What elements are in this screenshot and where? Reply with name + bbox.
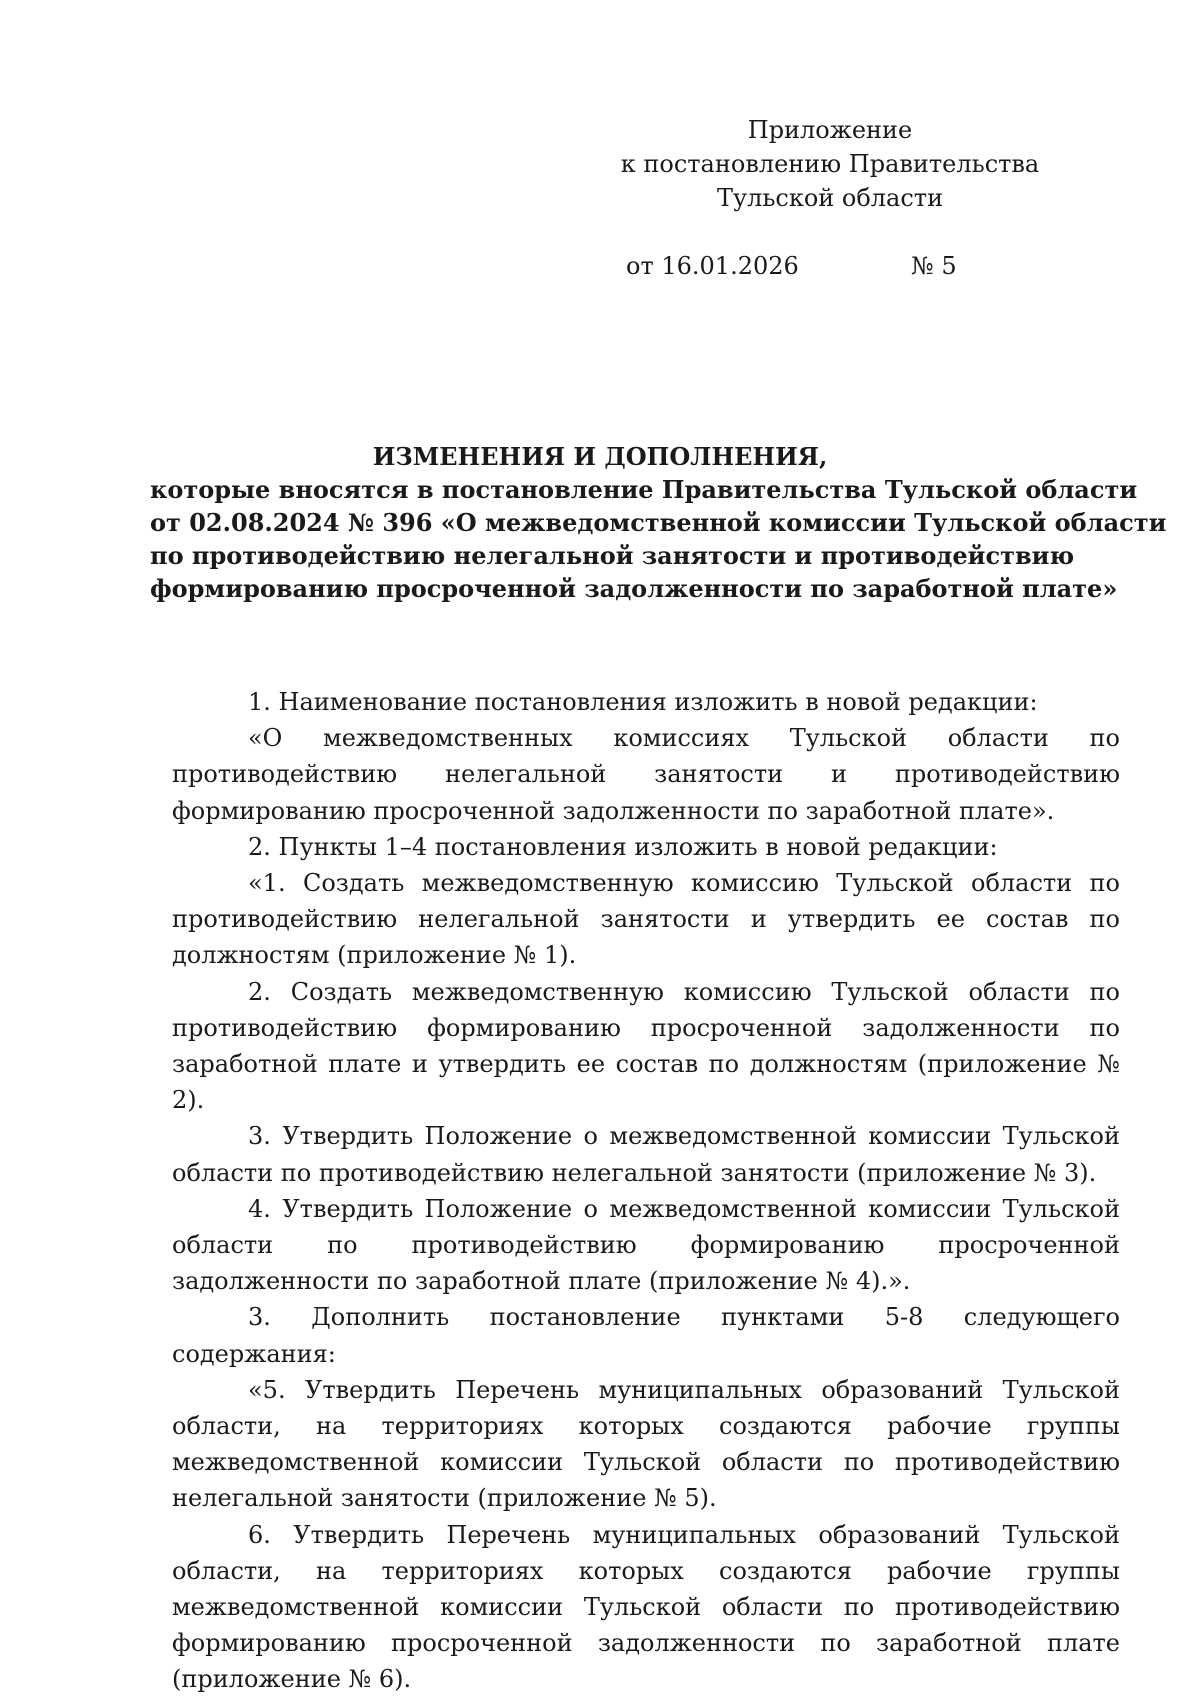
paragraph-5: 2. Создать межведомственную комиссию Тульской области по противодействию формированию просроченной задолженности по заработной плате и утвердить ее состав по должностям (приложение № 2). <box>172 977 1120 1115</box>
title-line-5: формированию просроченной задолженности по заработной плате» <box>150 574 1118 603</box>
paragraph-9: «5. Утвердить Перечень муниципальных образований Тульской области, на территориях которых создаются рабочие группы межведомственной комиссии Тульской области по противодействию нелегальной занятости (приложение № 5). <box>172 1375 1120 1513</box>
paragraph-7: 4. Утвердить Положение о межведомственной комиссии Тульской области по противодействию формированию просроченной задолженности по заработной плате (приложение № 4).». <box>172 1194 1120 1296</box>
title-line-3: от 02.08.2024 № 396 «О межведомственной комиссии Тульской области <box>150 508 1167 537</box>
title-line-1: ИЗМЕНЕНИЯ И ДОПОЛНЕНИЯ, <box>372 442 828 471</box>
paragraph-1: 1. Наименование постановления изложить в новой редакции: <box>248 688 1038 716</box>
paragraph-3: 2. Пункты 1–4 постановления изложить в новой редакции: <box>248 832 998 861</box>
document-body <box>172 684 1120 1698</box>
paragraph-10: 6. Утвердить Перечень муниципальных образований Тульской области, на территориях которых создаются рабочие группы межведомственной комиссии Тульской области по противодействию формированию просроченной задолженности по заработной плате (приложение № 6). <box>172 1520 1120 1694</box>
paragraph-4: «1. Создать межведомственную комиссию Тульской области по противодействию нелегальной занятости и утвердить ее состав по должностям (приложение № 1). <box>172 869 1120 970</box>
appendix-line-2: к постановлению Правительства <box>620 150 1040 178</box>
paragraph-8: 3. Дополнить постановление пунктами 5-8 следующего содержания: <box>172 1303 1120 1368</box>
document-title <box>150 440 1167 605</box>
appendix-date: от 16.01.2026 <box>626 252 799 280</box>
title-line-4: по противодействию нелегальной занятости и противодействию <box>150 541 1075 570</box>
paragraph-2: «О межведомственных комиссиях Тульской области по противодействию нелегальной занятости и противодействию формированию просроченной задолженности по заработной плате». <box>172 724 1120 825</box>
appendix-line-1: Приложение <box>747 116 913 144</box>
appendix-header <box>560 113 1100 215</box>
title-line-2: которые вносятся в постановление Правительства Тульской области <box>150 475 1138 504</box>
paragraph-6: 3. Утвердить Положение о межведомственной комиссии Тульской области по противодействию нелегальной занятости (приложение № 3). <box>172 1122 1120 1187</box>
appendix-line-3: Тульской области <box>716 184 944 212</box>
appendix-number: № 5 <box>911 252 957 280</box>
